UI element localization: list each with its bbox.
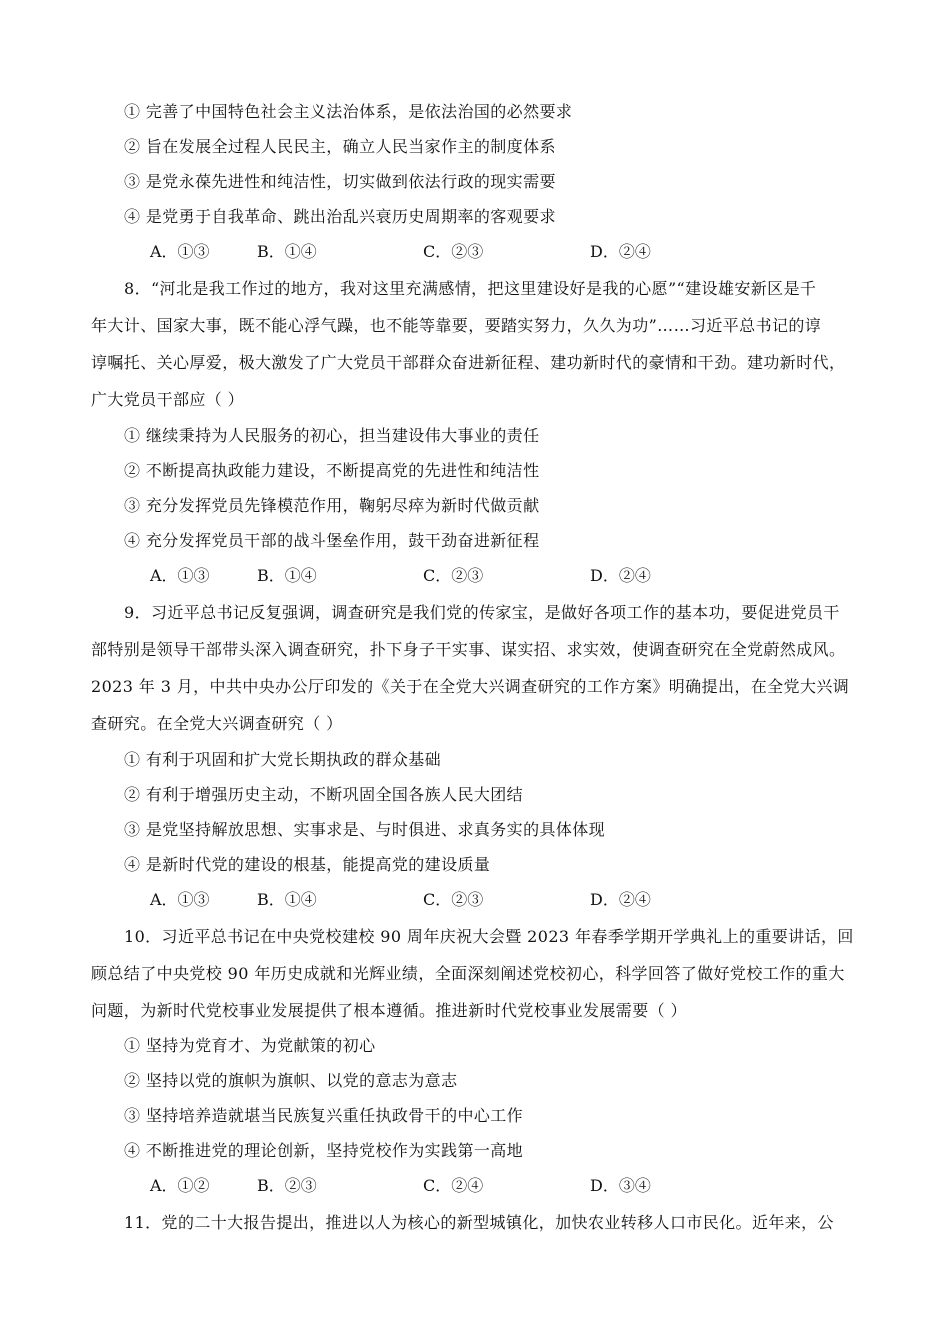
q9-choice-b[interactable]: B．①④ [257,890,317,909]
q10-choice-d[interactable]: D．③④ [590,1176,651,1195]
q8-choice-b[interactable]: B．①④ [257,566,317,585]
q8-choice-a[interactable]: A．①③ [150,566,210,585]
q10-stem-line-3: 问题，为新时代党校事业发展提供了根本遵循。推进新时代党校事业发展需要（ ） [91,1001,687,1020]
q10-choice-c[interactable]: C．②④ [423,1176,484,1195]
q10-choice-b[interactable]: B．②③ [257,1176,317,1195]
q11-stem-line-1: 11．党的二十大报告提出，推进以人为核心的新型城镇化，加快农业转移人口市民化。近年来，公 [124,1213,834,1232]
q8-choice-d[interactable]: D．②④ [590,566,651,585]
q9-stem-line-4: 查研究。在全党大兴调查研究（ ） [91,714,343,733]
q9-choice-a[interactable]: A．①③ [150,890,210,909]
q9-stem-line-3: 2023 年 3 月，中共中央办公厅印发的《关于在全党大兴调查研究的工作方案》明确提出，在全党大兴调 [91,677,850,696]
q10-option-2: ② 坚持以党的旗帜为旗帜、以党的意志为意志 [124,1071,458,1090]
q7-choice-d[interactable]: D．②④ [590,242,651,261]
q9-option-2: ② 有利于增强历史主动，不断巩固全国各族人民大团结 [124,785,524,804]
q9-choice-c[interactable]: C．②③ [423,890,484,909]
q8-choice-c[interactable]: C．②③ [423,566,484,585]
q8-choices [150,566,750,586]
q10-stem-line-2: 顾总结了中央党校 90 年历史成就和光辉业绩，全面深刻阐述党校初心，科学回答了做好党校工作的重大 [91,964,845,983]
q10-stem-line-1: 10．习近平总书记在中央党校建校 90 周年庆祝大会暨 2023 年春季学期开学典礼上的重要讲话，回 [124,927,854,946]
q8-stem-line-2: 年大计、国家大事，既不能心浮气躁，也不能等靠要，要踏实努力，久久为功”……习近平总书记的谆 [91,316,822,335]
q9-choice-d[interactable]: D．②④ [590,890,651,909]
q7-choice-a[interactable]: A．①③ [150,242,210,261]
q8-option-1: ① 继续秉持为人民服务的初心，担当建设伟大事业的责任 [124,426,540,445]
q7-option-4: ④ 是党勇于自我革命、跳出治乱兴衰历史周期率的客观要求 [124,207,556,226]
q9-stem-line-2: 部特别是领导干部带头深入调查研究，扑下身子干实事、谋实招、求实效，使调查研究在全党蔚然成风。 [91,640,846,659]
q10-option-3: ③ 坚持培养造就堪当民族复兴重任执政骨干的中心工作 [124,1106,524,1125]
q7-option-3: ③ 是党永葆先进性和纯洁性，切实做到依法行政的现实需要 [124,172,556,191]
q7-choice-b[interactable]: B．①④ [257,242,317,261]
q7-option-2: ② 旨在发展全过程人民民主，确立人民当家作主的制度体系 [124,137,556,156]
q8-stem-line-1: 8．“河北是我工作过的地方，我对这里充满感情，把这里建设好是我的心愿”“建设雄安新区是千 [124,279,817,298]
q9-option-3: ③ 是党坚持解放思想、实事求是、与时俱进、求真务实的具体体现 [124,820,606,839]
q7-choice-c[interactable]: C．②③ [423,242,484,261]
q9-option-1: ① 有利于巩固和扩大党长期执政的群众基础 [124,750,442,769]
q8-stem-line-4: 广大党员干部应（ ） [91,390,245,409]
q10-choices [150,1176,750,1196]
q10-option-4: ④ 不断推进党的理论创新，坚持党校作为实践第一高地 [124,1141,524,1160]
q8-stem-line-3: 谆嘱托、关心厚爱，极大激发了广大党员干部群众奋进新征程、建功新时代的豪情和干劲。建功新时代， [91,353,846,372]
q9-option-4: ④ 是新时代党的建设的根基，能提高党的建设质量 [124,855,491,874]
q8-option-2: ② 不断提高执政能力建设，不断提高党的先进性和纯洁性 [124,461,540,480]
q8-option-4: ④ 充分发挥党员干部的战斗堡垒作用，鼓干劲奋进新征程 [124,531,540,550]
q7-option-1: ① 完善了中国特色社会主义法治体系，是依法治国的必然要求 [124,102,573,121]
q10-choice-a[interactable]: A．①② [150,1176,210,1195]
q9-choices [150,890,750,910]
q9-stem-line-1: 9．习近平总书记反复强调，调查研究是我们党的传家宝，是做好各项工作的基本功，要促进党员干 [124,603,840,622]
q10-option-1: ① 坚持为党育才、为党献策的初心 [124,1036,376,1055]
q7-choices [150,242,750,262]
q8-option-3: ③ 充分发挥党员先锋模范作用，鞠躬尽瘁为新时代做贡献 [124,496,540,515]
